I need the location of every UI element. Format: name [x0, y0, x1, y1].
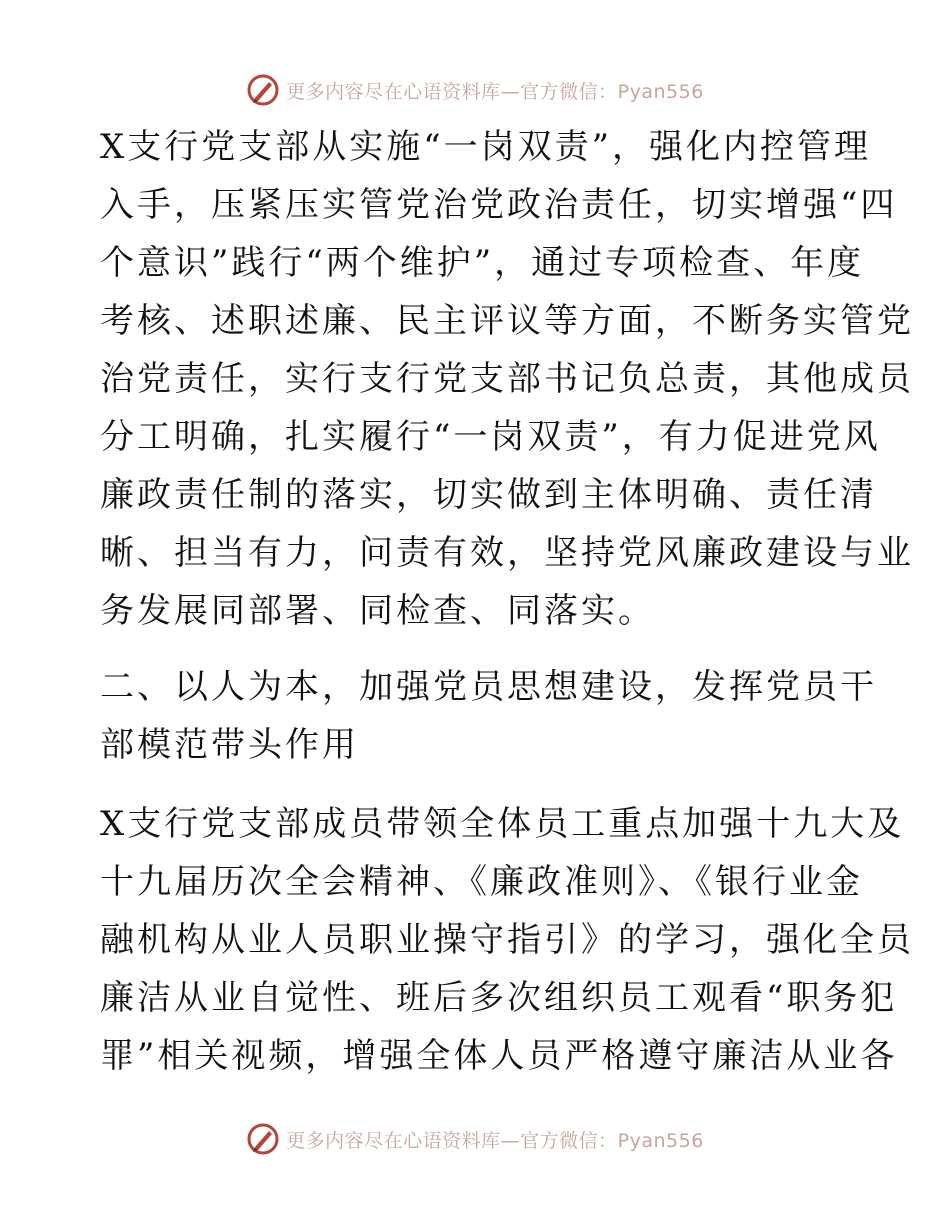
header-banner [0, 68, 950, 112]
paragraph-line: X支行党支部从实施“一岗双责”，强化内控管理 [100, 127, 871, 167]
paragraph-line: 廉洁从业自觉性、班后多次组织员工观看“职务犯 [100, 978, 898, 1018]
footer-banner [0, 1117, 950, 1161]
paragraph-line: 治党责任，实行支行党支部书记负总责，其他成员 [100, 359, 914, 399]
header-banner-text: 更多内容尽在心语资料库—官方微信：Pyan556 [286, 80, 704, 103]
footer-banner-text: 更多内容尽在心语资料库—官方微信：Pyan556 [286, 1129, 704, 1152]
heading-line: 部模范带头作用 [100, 725, 359, 765]
paragraph-line: 晰、担当有力，问责有效，坚持党风廉政建设与业 [100, 533, 914, 573]
paragraph-line: 入手，压紧压实管党治党政治责任，切实增强“四 [100, 185, 898, 225]
paragraph-2 [100, 795, 914, 1085]
paragraph-1 [100, 118, 914, 640]
paragraph-line: 分工明确，扎实履行“一岗双责”，有力促进党风 [100, 417, 881, 457]
paragraph-line: 考核、述职述廉、民主评议等方面，不断务实管党 [100, 301, 914, 341]
paragraph-line: X支行党支部成员带领全体员工重点加强十九大及 [100, 804, 905, 844]
heading-line: 二、以人为本，加强党员思想建设，发挥党员干 [100, 667, 877, 707]
pen-logo-icon [246, 1122, 280, 1156]
paragraph-line: 罪”相关视频，增强全体人员严格遵守廉洁从业各 [100, 1036, 898, 1076]
paragraph-line: 务发展同部署、同检查、同落实。 [100, 591, 655, 631]
paragraph-line: 个意识”践行“两个维护”，通过专项检查、年度 [100, 243, 865, 283]
pen-logo-icon [246, 73, 280, 107]
paragraph-line: 十九届历次全会精神、《廉政准则》、《银行业金 [100, 862, 863, 902]
paragraph-line: 融机构从业人员职业操守指引》的学习，强化全员 [100, 920, 914, 960]
section-heading-2 [100, 658, 877, 774]
paragraph-line: 廉政责任制的落实，切实做到主体明确、责任清 [100, 475, 877, 515]
